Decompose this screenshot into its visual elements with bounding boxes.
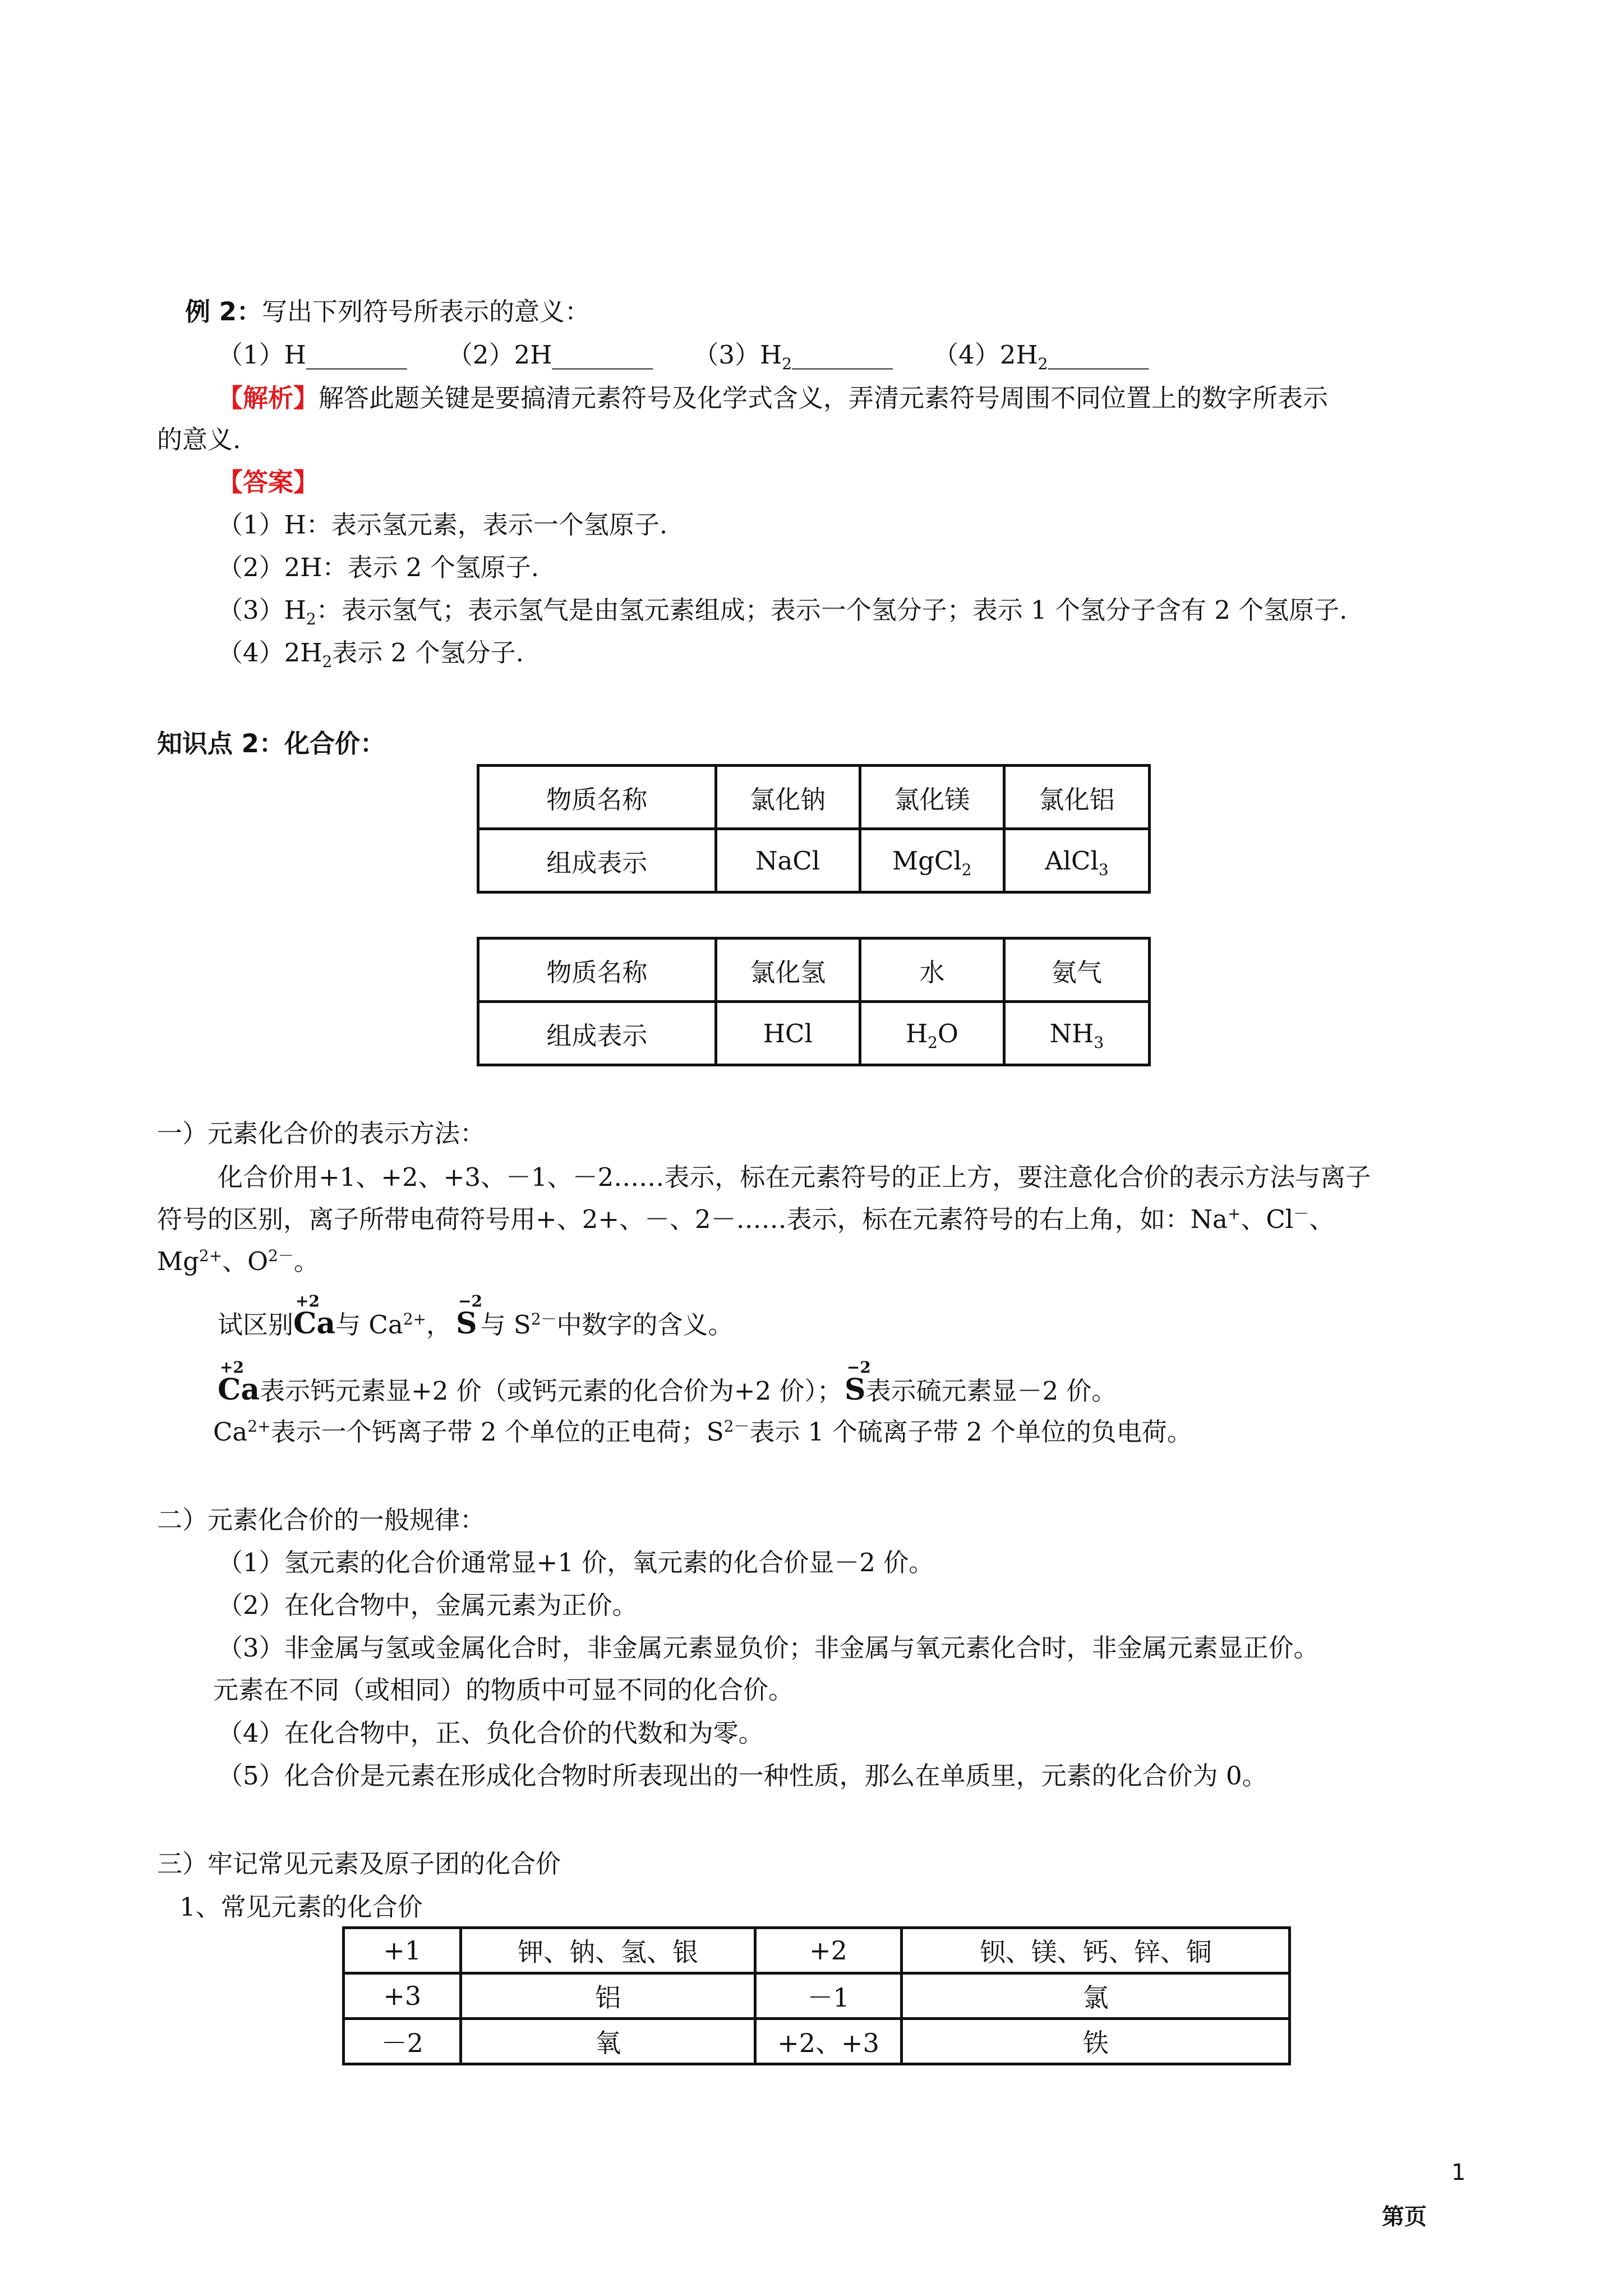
table-cell: －1: [755, 1973, 902, 2019]
table-cell: 钾、钠、氢、银: [461, 1928, 755, 1973]
rule-1: （1）氢元素的化合价通常显+1 价，氧元素的化合价显－2 价。: [218, 1548, 934, 1577]
item-3: $(3)H_2\_\_\_\_\_\_\_\_$: [693, 340, 893, 373]
answer-4: $(4)2H_2$表示 2 个氢分子.: [218, 638, 524, 671]
section-2-title: 二）元素化合价的一般规律：: [157, 1505, 486, 1535]
table-cell: 氯化铝: [1004, 766, 1149, 829]
table-row: [344, 1928, 1290, 1973]
table-cell: MgCl$_2$: [860, 829, 1004, 892]
calcium-valence-symbol: +2 Ca: [293, 1292, 336, 1341]
table-cell: +3: [344, 1973, 461, 2019]
page-label: 第页: [1382, 2204, 1427, 2230]
item-4: $(4)2H_2\_\_\_\_\_\_\_\_$: [933, 340, 1149, 373]
rule-5: （5）化合价是元素在形成化合物时所表现出的一种性质，那么在单质里，元素的化合价为 0。: [218, 1761, 1267, 1791]
example-items: [218, 338, 1149, 372]
table-cell: NaCl: [716, 829, 860, 892]
table-cell: AlCl$_3$: [1004, 829, 1149, 892]
table-cell: 组成表示: [478, 829, 716, 892]
table-cell: 铝: [461, 1973, 755, 2019]
section-1-result-2: $Ca^{2+}$表示一个钙离子带 2 个单位的正电荷；$S^{2-}$表示 1 个硫离子带 2 个单位的负电荷。: [213, 1417, 1192, 1447]
item-1: （1）H________: [218, 340, 407, 370]
table-cell: 氯: [902, 1973, 1290, 2019]
table-row: [344, 1973, 1290, 2019]
table-cell: 物质名称: [478, 938, 716, 1002]
table-cell: +1: [344, 1928, 461, 1973]
section-1-question: 试区别 +2 Ca与 $Ca^{2+}$， −2 S 与 $S^{2-}$中数字的含义。: [218, 1292, 734, 1341]
answer-3: $(3)H_2$：表示氢气；表示氢气是由氢元素组成；表示一个氢分子；表示 1 个氢分子含有 2 个氢原子.: [218, 595, 1348, 628]
answer-2: （2）2H：表示 2 个氢原子.: [218, 553, 540, 582]
table-cell: 氨气: [1004, 938, 1149, 1002]
table-cell: +2: [755, 1928, 902, 1973]
table-row: [478, 766, 1150, 829]
table-cell: $NH_3$: [1004, 1002, 1149, 1065]
table-cell: +2、+3: [755, 2019, 902, 2064]
section-3-title: 三）牢记常见元素及原子团的化合价: [157, 1849, 561, 1879]
example-question: 写出下列符号所表示的意义：: [261, 297, 590, 326]
sulfur-valence-symbol: −2 S: [455, 1292, 482, 1341]
table-cell: 铁: [902, 2019, 1290, 2064]
compound-table-1: [477, 764, 1151, 894]
section-1-result-1: +2 Ca表示钙元素显+2 价（或钙元素的化合价为+2 价）； −2 S表示硫元素显－2 价。: [218, 1358, 1117, 1407]
example-label: 例 2：: [185, 297, 262, 326]
analysis-tag: 【解析】: [218, 383, 319, 413]
page-number: 1: [1451, 2160, 1466, 2185]
table-cell: 氯化镁: [860, 766, 1004, 829]
section-3-subtitle: 1、常见元素的化合价: [179, 1892, 423, 1922]
section-1-para-2: 符号的区别，离子所带电荷符号用+、2+、－、2－……表示，标在元素符号的右上角，如：Na+、Cl－、: [157, 1204, 1335, 1234]
analysis-line-1: 【解析】解答此题关键是要搞清元素符号及化学式含义，弄清元素符号周围不同位置上的数字所表示: [218, 383, 1329, 413]
answer-tag: 【答案】: [218, 467, 319, 497]
table-cell: 钡、镁、钙、锌、铜: [902, 1928, 1290, 1973]
table-row: [478, 829, 1150, 892]
table-row: [344, 2019, 1290, 2064]
calcium-valence-symbol: +2 Ca: [218, 1358, 260, 1407]
answer-1: （1）H：表示氢元素，表示一个氢原子.: [218, 510, 668, 540]
table-cell: －2: [344, 2019, 461, 2064]
table-cell: 氯化氢: [716, 938, 860, 1002]
table-row: [478, 1002, 1150, 1065]
table-cell: 物质名称: [478, 766, 716, 829]
table-cell: $H_2O$: [860, 1002, 1004, 1065]
analysis-line-2: 的意义.: [157, 425, 241, 454]
valence-table: [342, 1926, 1291, 2065]
section-1-title: 一）元素化合价的表示方法：: [157, 1119, 486, 1148]
knowledge-point-title: 知识点 2：化合价：: [157, 729, 385, 758]
rule-4: （4）在化合物中，正、负化合价的代数和为零。: [218, 1718, 764, 1748]
rule-3-note: 元素在不同（或相同）的物质中可显不同的化合价。: [213, 1675, 794, 1705]
sulfur-valence-symbol: −2 S: [844, 1358, 871, 1407]
section-1-para-3: $Mg^{2+}$、$O^{2-}$。: [157, 1246, 319, 1276]
table-cell: 氯化钠: [716, 766, 860, 829]
item-2: （2）2H________: [447, 340, 653, 370]
rule-2: （2）在化合物中，金属元素为正价。: [218, 1590, 638, 1620]
table-cell: 水: [860, 938, 1004, 1002]
table-row: [478, 938, 1150, 1002]
section-1-para-1: 化合价用+1、+2、+3、－1、－2……表示，标在元素符号的正上方，要注意化合价的表示方法与离子: [218, 1162, 1371, 1192]
table-cell: 组成表示: [478, 1002, 716, 1065]
table-cell: HCl: [716, 1002, 860, 1065]
compound-table-2: [477, 937, 1151, 1066]
rule-3: （3）非金属与氢或金属化合时，非金属元素显负价；非金属与氧元素化合时，非金属元素显正价。: [218, 1633, 1319, 1663]
table-cell: 氧: [461, 2019, 755, 2064]
